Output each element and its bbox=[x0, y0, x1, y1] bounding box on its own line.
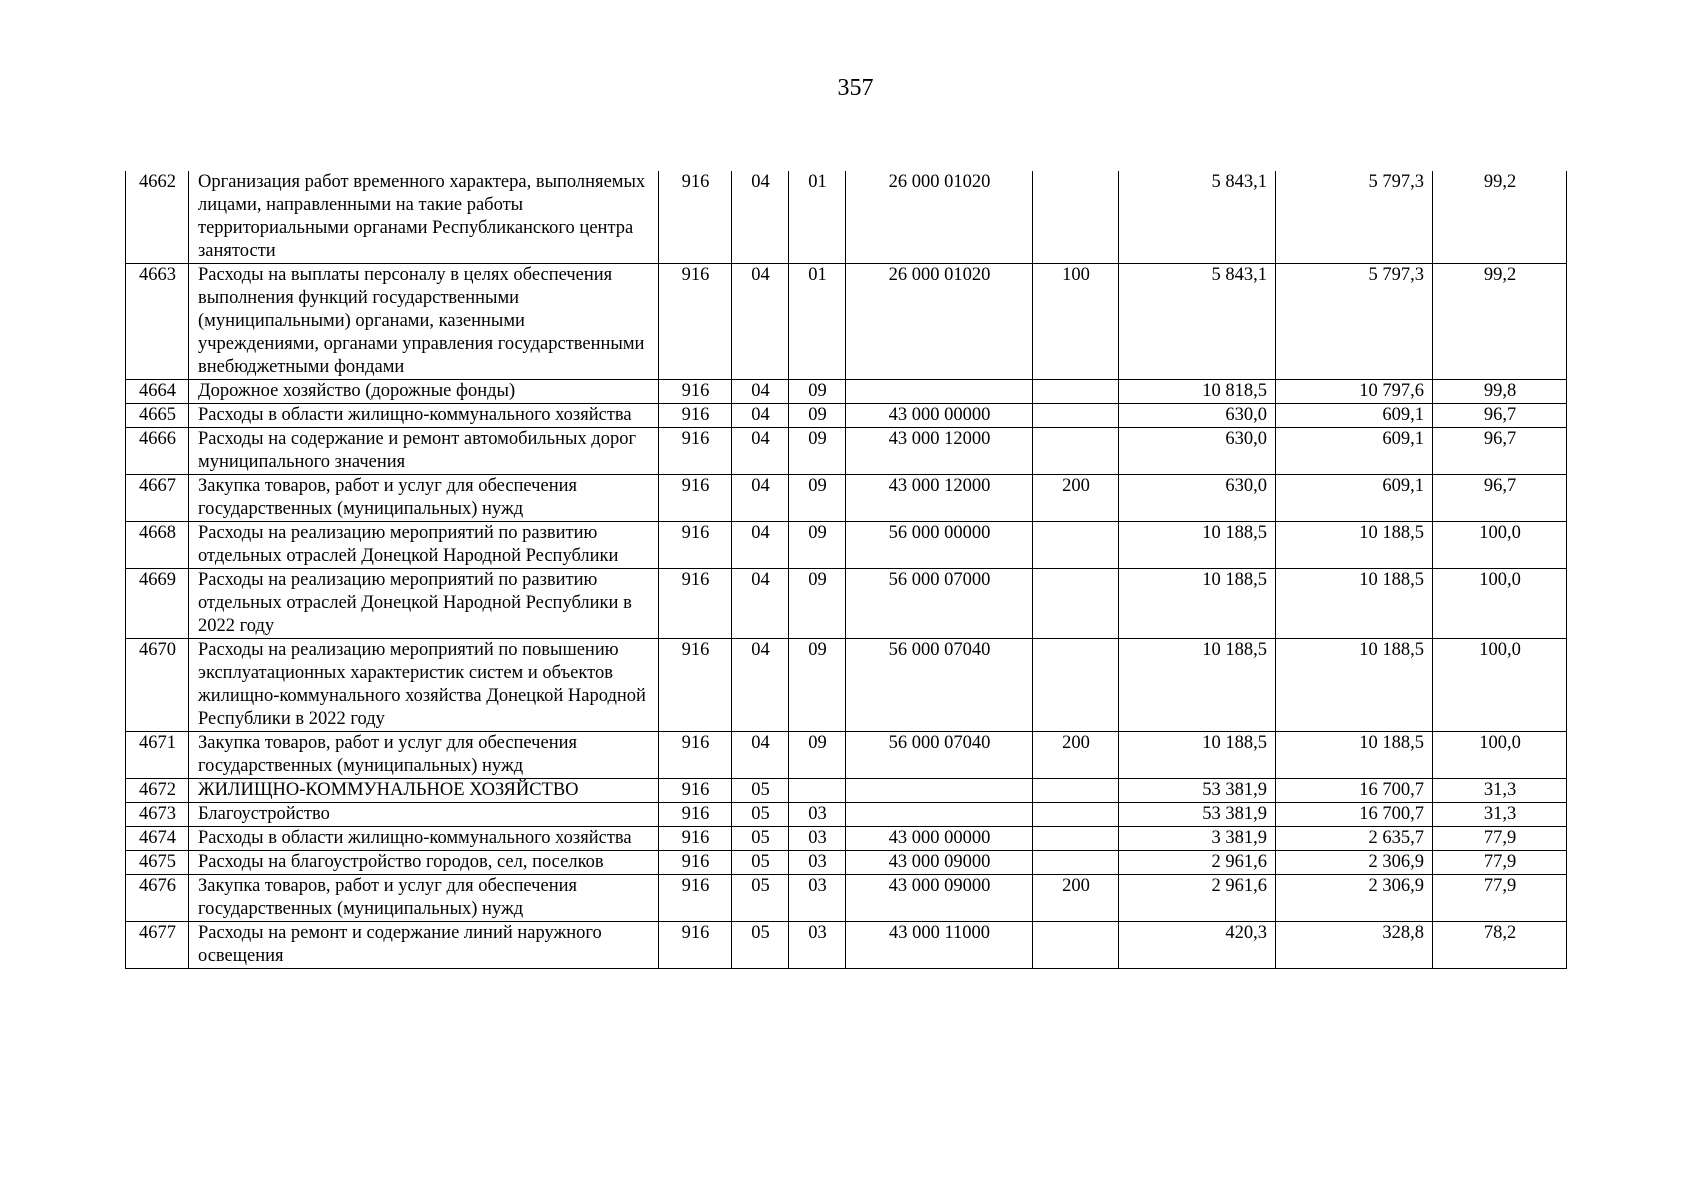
planned-amount-cell: 10 188,5 bbox=[1119, 522, 1276, 569]
actual-amount-cell: 2 635,7 bbox=[1276, 827, 1433, 851]
section-code-cell: 04 bbox=[732, 569, 789, 639]
execution-percent-cell: 96,7 bbox=[1433, 475, 1567, 522]
table-row bbox=[126, 639, 1567, 732]
subsection-code-cell bbox=[789, 779, 846, 803]
subsection-code-cell: 03 bbox=[789, 875, 846, 922]
subsection-code-cell: 09 bbox=[789, 380, 846, 404]
planned-amount-cell: 10 188,5 bbox=[1119, 732, 1276, 779]
actual-amount-cell: 10 188,5 bbox=[1276, 639, 1433, 732]
target-item-code-cell: 43 000 00000 bbox=[846, 404, 1033, 428]
row-number-cell: 4674 bbox=[126, 827, 189, 851]
section-code-cell: 04 bbox=[732, 404, 789, 428]
expense-name-cell: Закупка товаров, работ и услуг для обеспечения государственных (муниципальных) нужд bbox=[189, 875, 659, 922]
actual-amount-cell: 5 797,3 bbox=[1276, 264, 1433, 380]
target-item-code-cell: 43 000 12000 bbox=[846, 475, 1033, 522]
row-number-cell: 4665 bbox=[126, 404, 189, 428]
department-code-cell: 916 bbox=[659, 779, 732, 803]
actual-amount-cell: 16 700,7 bbox=[1276, 779, 1433, 803]
table-row bbox=[126, 851, 1567, 875]
expense-type-code-cell: 200 bbox=[1033, 875, 1119, 922]
execution-percent-cell: 77,9 bbox=[1433, 827, 1567, 851]
target-item-code-cell bbox=[846, 803, 1033, 827]
planned-amount-cell: 10 188,5 bbox=[1119, 569, 1276, 639]
planned-amount-cell: 2 961,6 bbox=[1119, 875, 1276, 922]
subsection-code-cell: 03 bbox=[789, 922, 846, 969]
section-code-cell: 04 bbox=[732, 522, 789, 569]
target-item-code-cell bbox=[846, 380, 1033, 404]
row-number-cell: 4662 bbox=[126, 171, 189, 264]
target-item-code-cell: 26 000 01020 bbox=[846, 171, 1033, 264]
planned-amount-cell: 5 843,1 bbox=[1119, 171, 1276, 264]
planned-amount-cell: 53 381,9 bbox=[1119, 779, 1276, 803]
subsection-code-cell: 09 bbox=[789, 569, 846, 639]
row-number-cell: 4667 bbox=[126, 475, 189, 522]
execution-percent-cell: 100,0 bbox=[1433, 522, 1567, 569]
target-item-code-cell: 56 000 07040 bbox=[846, 639, 1033, 732]
row-number-cell: 4663 bbox=[126, 264, 189, 380]
row-number-cell: 4672 bbox=[126, 779, 189, 803]
department-code-cell: 916 bbox=[659, 922, 732, 969]
department-code-cell: 916 bbox=[659, 732, 732, 779]
expense-type-code-cell bbox=[1033, 569, 1119, 639]
expense-name-cell: Расходы в области жилищно-коммунального хозяйства bbox=[189, 404, 659, 428]
planned-amount-cell: 53 381,9 bbox=[1119, 803, 1276, 827]
subsection-code-cell: 09 bbox=[789, 522, 846, 569]
expense-type-code-cell bbox=[1033, 522, 1119, 569]
actual-amount-cell: 10 188,5 bbox=[1276, 522, 1433, 569]
expense-type-code-cell bbox=[1033, 803, 1119, 827]
department-code-cell: 916 bbox=[659, 569, 732, 639]
subsection-code-cell: 09 bbox=[789, 428, 846, 475]
execution-percent-cell: 78,2 bbox=[1433, 922, 1567, 969]
expense-type-code-cell bbox=[1033, 404, 1119, 428]
department-code-cell: 916 bbox=[659, 522, 732, 569]
section-code-cell: 05 bbox=[732, 851, 789, 875]
expense-type-code-cell bbox=[1033, 428, 1119, 475]
table-row bbox=[126, 475, 1567, 522]
department-code-cell: 916 bbox=[659, 851, 732, 875]
target-item-code-cell: 26 000 01020 bbox=[846, 264, 1033, 380]
subsection-code-cell: 03 bbox=[789, 803, 846, 827]
row-number-cell: 4673 bbox=[126, 803, 189, 827]
expense-name-cell: Расходы на реализацию мероприятий по развитию отдельных отраслей Донецкой Народной Республики в 2022 году bbox=[189, 569, 659, 639]
table-row bbox=[126, 827, 1567, 851]
section-code-cell: 05 bbox=[732, 875, 789, 922]
expense-type-code-cell bbox=[1033, 639, 1119, 732]
execution-percent-cell: 100,0 bbox=[1433, 569, 1567, 639]
expense-type-code-cell bbox=[1033, 827, 1119, 851]
expense-name-cell: Расходы на выплаты персоналу в целях обеспечения выполнения функций государственными (муниципальными) органами, казенными учреждениями, органами управления государственными внебюджетными фондами bbox=[189, 264, 659, 380]
expense-name-cell: Организация работ временного характера, выполняемых лицами, направленными на такие работы территориальными органами Республиканского центра занятости bbox=[189, 171, 659, 264]
section-code-cell: 04 bbox=[732, 428, 789, 475]
planned-amount-cell: 10 818,5 bbox=[1119, 380, 1276, 404]
section-code-cell: 04 bbox=[732, 380, 789, 404]
expense-type-code-cell bbox=[1033, 171, 1119, 264]
department-code-cell: 916 bbox=[659, 428, 732, 475]
actual-amount-cell: 16 700,7 bbox=[1276, 803, 1433, 827]
department-code-cell: 916 bbox=[659, 639, 732, 732]
table-row bbox=[126, 404, 1567, 428]
table-row bbox=[126, 264, 1567, 380]
section-code-cell: 05 bbox=[732, 779, 789, 803]
planned-amount-cell: 5 843,1 bbox=[1119, 264, 1276, 380]
execution-percent-cell: 99,2 bbox=[1433, 171, 1567, 264]
table-row bbox=[126, 779, 1567, 803]
department-code-cell: 916 bbox=[659, 803, 732, 827]
department-code-cell: 916 bbox=[659, 475, 732, 522]
execution-percent-cell: 96,7 bbox=[1433, 404, 1567, 428]
actual-amount-cell: 10 797,6 bbox=[1276, 380, 1433, 404]
expense-name-cell: ЖИЛИЩНО-КОММУНАЛЬНОЕ ХОЗЯЙСТВО bbox=[189, 779, 659, 803]
page-number: 357 bbox=[837, 75, 874, 101]
target-item-code-cell: 43 000 09000 bbox=[846, 851, 1033, 875]
budget-table bbox=[125, 171, 1567, 969]
expense-name-cell: Расходы на благоустройство городов, сел, поселков bbox=[189, 851, 659, 875]
expense-name-cell: Расходы в области жилищно-коммунального хозяйства bbox=[189, 827, 659, 851]
actual-amount-cell: 5 797,3 bbox=[1276, 171, 1433, 264]
section-code-cell: 04 bbox=[732, 475, 789, 522]
target-item-code-cell: 43 000 09000 bbox=[846, 875, 1033, 922]
table-row bbox=[126, 171, 1567, 264]
subsection-code-cell: 09 bbox=[789, 639, 846, 732]
section-code-cell: 04 bbox=[732, 639, 789, 732]
table-row bbox=[126, 732, 1567, 779]
planned-amount-cell: 630,0 bbox=[1119, 428, 1276, 475]
expense-name-cell: Дорожное хозяйство (дорожные фонды) bbox=[189, 380, 659, 404]
subsection-code-cell: 01 bbox=[789, 264, 846, 380]
subsection-code-cell: 03 bbox=[789, 827, 846, 851]
execution-percent-cell: 99,8 bbox=[1433, 380, 1567, 404]
execution-percent-cell: 100,0 bbox=[1433, 732, 1567, 779]
section-code-cell: 04 bbox=[732, 171, 789, 264]
target-item-code-cell bbox=[846, 779, 1033, 803]
expense-type-code-cell: 200 bbox=[1033, 732, 1119, 779]
row-number-cell: 4676 bbox=[126, 875, 189, 922]
actual-amount-cell: 10 188,5 bbox=[1276, 569, 1433, 639]
department-code-cell: 916 bbox=[659, 264, 732, 380]
table-row bbox=[126, 569, 1567, 639]
expense-type-code-cell bbox=[1033, 380, 1119, 404]
section-code-cell: 05 bbox=[732, 922, 789, 969]
planned-amount-cell: 420,3 bbox=[1119, 922, 1276, 969]
execution-percent-cell: 77,9 bbox=[1433, 875, 1567, 922]
target-item-code-cell: 56 000 07000 bbox=[846, 569, 1033, 639]
department-code-cell: 916 bbox=[659, 404, 732, 428]
department-code-cell: 916 bbox=[659, 827, 732, 851]
target-item-code-cell: 56 000 07040 bbox=[846, 732, 1033, 779]
expense-name-cell: Расходы на реализацию мероприятий по повышению эксплуатационных характеристик систем и объектов жилищно-коммунального хозяйства Донецкой Народной Республики в 2022 году bbox=[189, 639, 659, 732]
subsection-code-cell: 03 bbox=[789, 851, 846, 875]
execution-percent-cell: 31,3 bbox=[1433, 803, 1567, 827]
expense-type-code-cell: 200 bbox=[1033, 475, 1119, 522]
expense-name-cell: Благоустройство bbox=[189, 803, 659, 827]
row-number-cell: 4669 bbox=[126, 569, 189, 639]
section-code-cell: 05 bbox=[732, 803, 789, 827]
subsection-code-cell: 01 bbox=[789, 171, 846, 264]
table-row bbox=[126, 428, 1567, 475]
actual-amount-cell: 328,8 bbox=[1276, 922, 1433, 969]
expense-name-cell: Расходы на ремонт и содержание линий наружного освещения bbox=[189, 922, 659, 969]
actual-amount-cell: 2 306,9 bbox=[1276, 851, 1433, 875]
execution-percent-cell: 31,3 bbox=[1433, 779, 1567, 803]
expense-name-cell: Расходы на содержание и ремонт автомобильных дорог муниципального значения bbox=[189, 428, 659, 475]
row-number-cell: 4668 bbox=[126, 522, 189, 569]
row-number-cell: 4671 bbox=[126, 732, 189, 779]
planned-amount-cell: 630,0 bbox=[1119, 404, 1276, 428]
execution-percent-cell: 96,7 bbox=[1433, 428, 1567, 475]
target-item-code-cell: 43 000 12000 bbox=[846, 428, 1033, 475]
target-item-code-cell: 56 000 00000 bbox=[846, 522, 1033, 569]
expense-type-code-cell: 100 bbox=[1033, 264, 1119, 380]
planned-amount-cell: 10 188,5 bbox=[1119, 639, 1276, 732]
actual-amount-cell: 2 306,9 bbox=[1276, 875, 1433, 922]
actual-amount-cell: 609,1 bbox=[1276, 428, 1433, 475]
expense-name-cell: Закупка товаров, работ и услуг для обеспечения государственных (муниципальных) нужд bbox=[189, 475, 659, 522]
target-item-code-cell: 43 000 11000 bbox=[846, 922, 1033, 969]
execution-percent-cell: 77,9 bbox=[1433, 851, 1567, 875]
table-body bbox=[126, 171, 1567, 969]
department-code-cell: 916 bbox=[659, 875, 732, 922]
department-code-cell: 916 bbox=[659, 171, 732, 264]
row-number-cell: 4666 bbox=[126, 428, 189, 475]
row-number-cell: 4675 bbox=[126, 851, 189, 875]
table-row bbox=[126, 803, 1567, 827]
actual-amount-cell: 609,1 bbox=[1276, 475, 1433, 522]
subsection-code-cell: 09 bbox=[789, 732, 846, 779]
section-code-cell: 05 bbox=[732, 827, 789, 851]
subsection-code-cell: 09 bbox=[789, 475, 846, 522]
expense-type-code-cell bbox=[1033, 779, 1119, 803]
section-code-cell: 04 bbox=[732, 264, 789, 380]
table-row bbox=[126, 522, 1567, 569]
planned-amount-cell: 3 381,9 bbox=[1119, 827, 1276, 851]
table-row bbox=[126, 875, 1567, 922]
table-row bbox=[126, 922, 1567, 969]
row-number-cell: 4677 bbox=[126, 922, 189, 969]
department-code-cell: 916 bbox=[659, 380, 732, 404]
row-number-cell: 4664 bbox=[126, 380, 189, 404]
row-number-cell: 4670 bbox=[126, 639, 189, 732]
table-row bbox=[126, 380, 1567, 404]
planned-amount-cell: 630,0 bbox=[1119, 475, 1276, 522]
section-code-cell: 04 bbox=[732, 732, 789, 779]
actual-amount-cell: 609,1 bbox=[1276, 404, 1433, 428]
expense-name-cell: Закупка товаров, работ и услуг для обеспечения государственных (муниципальных) нужд bbox=[189, 732, 659, 779]
subsection-code-cell: 09 bbox=[789, 404, 846, 428]
planned-amount-cell: 2 961,6 bbox=[1119, 851, 1276, 875]
expense-name-cell: Расходы на реализацию мероприятий по развитию отдельных отраслей Донецкой Народной Республики bbox=[189, 522, 659, 569]
execution-percent-cell: 100,0 bbox=[1433, 639, 1567, 732]
target-item-code-cell: 43 000 00000 bbox=[846, 827, 1033, 851]
actual-amount-cell: 10 188,5 bbox=[1276, 732, 1433, 779]
expense-type-code-cell bbox=[1033, 922, 1119, 969]
execution-percent-cell: 99,2 bbox=[1433, 264, 1567, 380]
expense-type-code-cell bbox=[1033, 851, 1119, 875]
